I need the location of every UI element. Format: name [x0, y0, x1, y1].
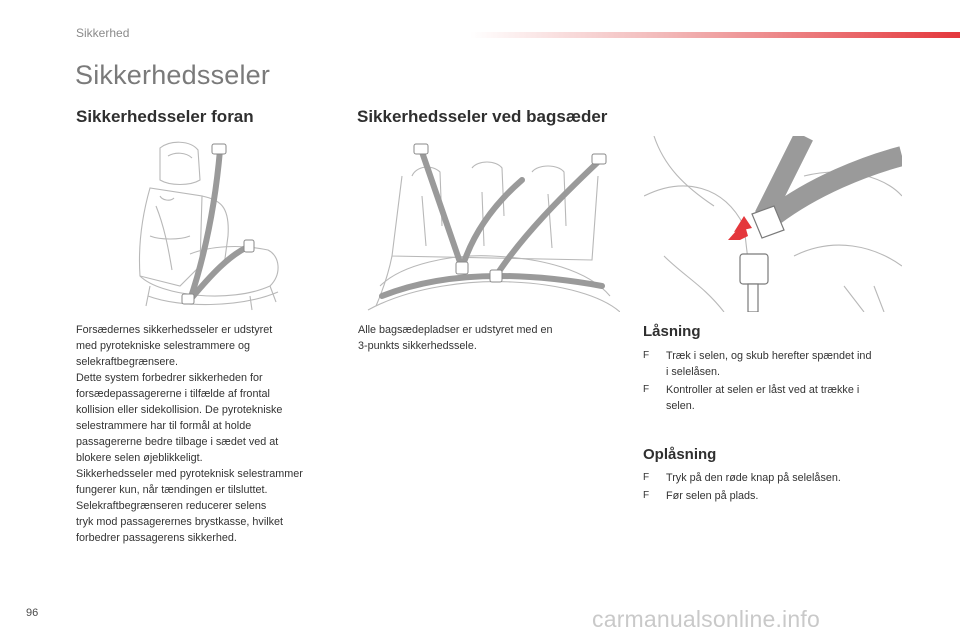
list-item	[643, 470, 913, 486]
front-line: forsædepassagererne i tilfælde af frontal	[76, 388, 270, 400]
front-line: passagererne bedre tilbage i sædet ved at	[76, 436, 279, 448]
header-section-label: Sikkerhed	[76, 26, 130, 40]
page-number: 96	[26, 607, 39, 619]
front-line: blokere selen øjeblikkeligt.	[76, 452, 203, 464]
bullet-icon: F	[643, 384, 650, 395]
rear-seatbelts-paragraph	[358, 322, 608, 354]
bullet-icon: F	[643, 490, 650, 501]
front-seat-illustration	[120, 136, 290, 312]
front-line: med pyrotekniske selestrammere og	[76, 340, 251, 352]
front-line: Dette system forbedrer sikkerheden for	[76, 372, 263, 384]
locking-steps	[643, 348, 913, 416]
list-item	[643, 348, 913, 380]
step-text: Før selen på plads.	[666, 490, 759, 502]
unlocking-heading: Oplåsning	[643, 446, 717, 463]
step-text: Kontroller at selen er låst ved at trække i	[666, 384, 860, 396]
step-text: Tryk på den røde knap på selelåsen.	[666, 472, 841, 484]
list-item	[643, 488, 913, 504]
rear-line: Alle bagsædepladser er udstyret med en	[358, 324, 553, 336]
rear-seat-illustration	[362, 136, 620, 312]
rear-seatbelts-heading: Sikkerhedsseler ved bagsæder	[357, 107, 608, 126]
front-line: Sikkerhedsseler med pyroteknisk selestrammer	[76, 468, 303, 480]
header-accent-line	[470, 32, 960, 38]
step-text: Træk i selen, og skub herefter spændet ind	[666, 350, 872, 362]
front-line: forbedrer passagerens sikkerhed.	[76, 532, 237, 544]
locking-heading: Låsning	[643, 323, 701, 340]
front-line: selestrammere har til formål at holde	[76, 420, 252, 432]
front-line: fungerer kun, når tændingen er tilsluttet.	[76, 484, 268, 496]
buckle-detail-illustration	[644, 136, 902, 312]
list-item	[643, 382, 913, 414]
front-line: kollision eller sidekollision. De pyrotekniske	[76, 404, 283, 416]
rear-line: 3-punkts sikkerhedssele.	[358, 340, 477, 352]
front-line: selekraftbegrænsere.	[76, 356, 179, 368]
front-seatbelts-paragraph	[76, 322, 346, 546]
step-text: i selelåsen.	[666, 366, 721, 378]
page-title: Sikkerhedsseler	[75, 60, 271, 90]
bullet-icon: F	[643, 350, 650, 361]
front-line: tryk mod passagerernes brystkasse, hvilket	[76, 516, 284, 528]
front-seatbelts-heading: Sikkerhedsseler foran	[76, 107, 254, 126]
unlocking-steps	[643, 470, 913, 506]
front-line: Forsædernes sikkerhedsseler er udstyret	[76, 324, 273, 336]
front-line: Selekraftbegrænseren reducerer selens	[76, 500, 267, 512]
bullet-icon: F	[643, 472, 650, 483]
watermark-text: carmanualsonline.info	[592, 606, 820, 632]
step-text: selen.	[666, 400, 695, 412]
